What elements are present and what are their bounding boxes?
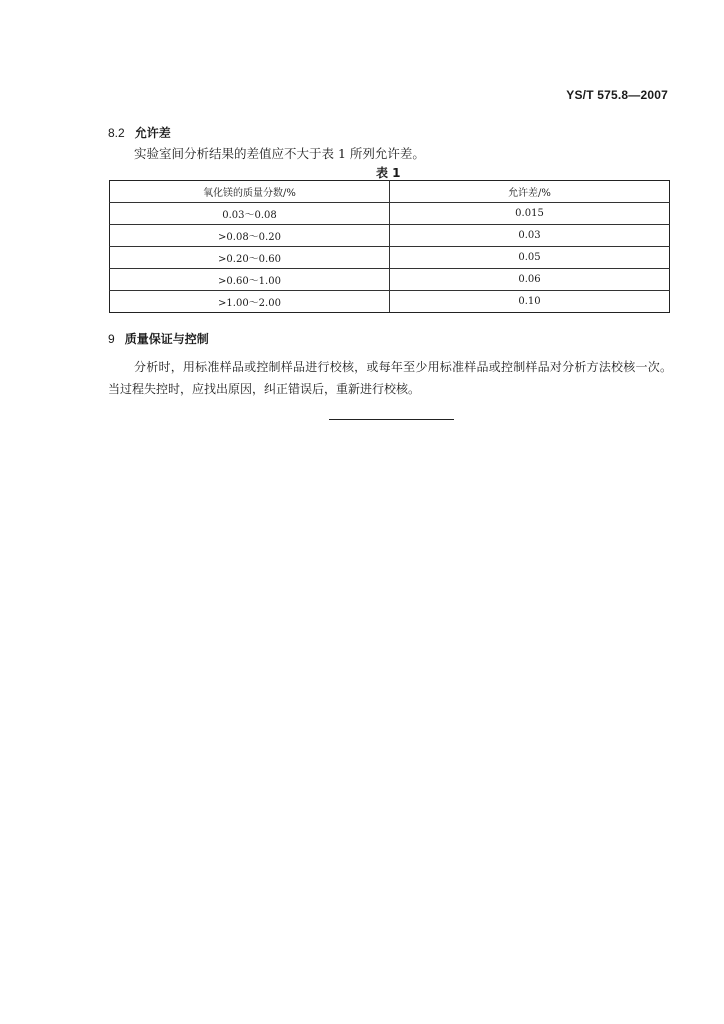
section-number: 9: [108, 332, 115, 346]
table-cell: 0.05: [390, 247, 670, 269]
table-cell: >1.00～2.00: [110, 291, 390, 313]
table-header-cell: 氧化镁的质量分数/%: [110, 181, 390, 203]
table-cell: >0.08～0.20: [110, 225, 390, 247]
table-row: [110, 225, 670, 247]
table-row: [110, 269, 670, 291]
clause-title: 允许差: [134, 126, 171, 140]
table-cell: 0.03: [390, 225, 670, 247]
table-cell: 0.015: [390, 203, 670, 225]
tolerance-table: [109, 180, 670, 313]
table-cell: 0.10: [390, 291, 670, 313]
standard-number: YS/T 575.8—2007: [566, 88, 668, 102]
table-cell: >0.20～0.60: [110, 247, 390, 269]
clause-8-2-text: 实验室间分析结果的差值应不大于表 1 所列允许差。: [134, 146, 425, 161]
clause-8-2-heading: [108, 124, 171, 141]
table-header-row: [110, 181, 670, 203]
table-caption: 表 1: [376, 166, 401, 180]
table-header-cell: 允许差/%: [390, 181, 670, 203]
table-row: [110, 203, 670, 225]
table-row: [110, 247, 670, 269]
table-row: [110, 291, 670, 313]
table-cell: 0.06: [390, 269, 670, 291]
clause-number: 8.2: [108, 126, 125, 140]
section-title: 质量保证与控制: [124, 332, 209, 346]
end-of-document-rule: [329, 419, 454, 420]
table-cell: >0.60～1.00: [110, 269, 390, 291]
table-cell: 0.03～0.08: [110, 203, 390, 225]
section-9-heading: [108, 330, 209, 347]
section-9-text: 分析时，用标准样品或控制样品进行校核，或每年至少用标准样品或控制样品对分析方法校核一次。当过程失控时，应找出原因，纠正错误后，重新进行校核。: [108, 360, 672, 396]
